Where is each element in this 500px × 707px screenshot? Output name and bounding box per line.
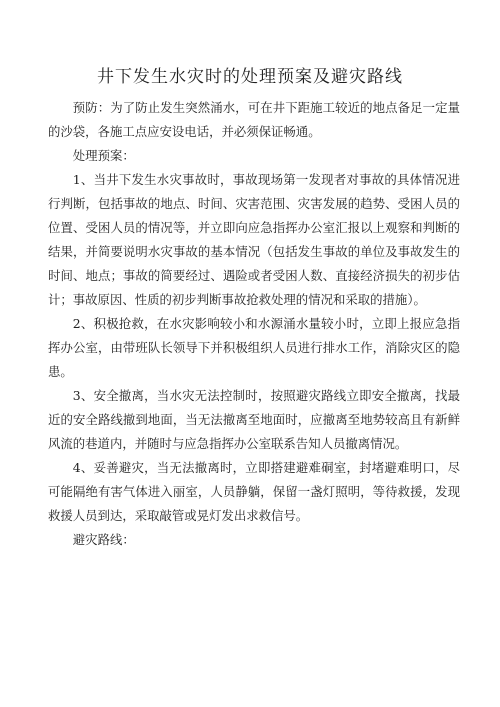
- plan-item-1: 1、当井下发生水灾事故时，事故现场第一发现者对事故的具体情况进行判断，包括事故的地点、时间、灾害范围、灾害发展的趋势、受困人员的位置、受困人员的情况等，并立即向应急指挥办公室汇报以上观察和判断的结果，并简要说明水灾事故的基本情况（包括发生事故的单位及事故发生的时间、地点；事故的简要经过、遇险或者受困人数、直接经济损失的初步估计；事故原因、性质的初步判断事故抢救处理的情况和采取的措施）。: [48, 172, 460, 307]
- document-title: 井下发生水灾时的处理预案及避灾路线: [97, 67, 403, 87]
- plan-item-4: 4、妥善避灾，当无法撤离时，立即搭建避难硐室，封堵避难明口，尽可能隔绝有害气体进入丽室，人员静躺，保留一盏灯照明，等待救援，发现救援人员到达，采取敲管或晃灯发出求救信号。: [48, 460, 460, 523]
- plan-heading: 处理预案：: [72, 148, 135, 163]
- document-body: [48, 96, 460, 552]
- escape-route-heading: 避灾路线：: [72, 532, 135, 547]
- prevention-paragraph: 预防：为了防止发生突然涌水，可在井下距施工较近的地点备足一定量的沙袋，各施工点应安设电话，并必须保证畅通。: [48, 100, 460, 139]
- plan-item-3: 3、安全撤离，当水灾无法控制时，按照避灾路线立即安全撤离，找最近的安全路线撤到地面，当无法撤离至地面时，应撤离至地势较高且有新鲜风流的巷道内，并随时与应急指挥办公室联系告知人员撤离情况。: [48, 388, 460, 451]
- plan-item-2: 2、积极抢救，在水灾影响较小和水源涌水量较小时，立即上报应急指挥办公室，由带班队长领导下并积极组织人员进行排水工作，消除灾区的隐患。: [48, 316, 460, 379]
